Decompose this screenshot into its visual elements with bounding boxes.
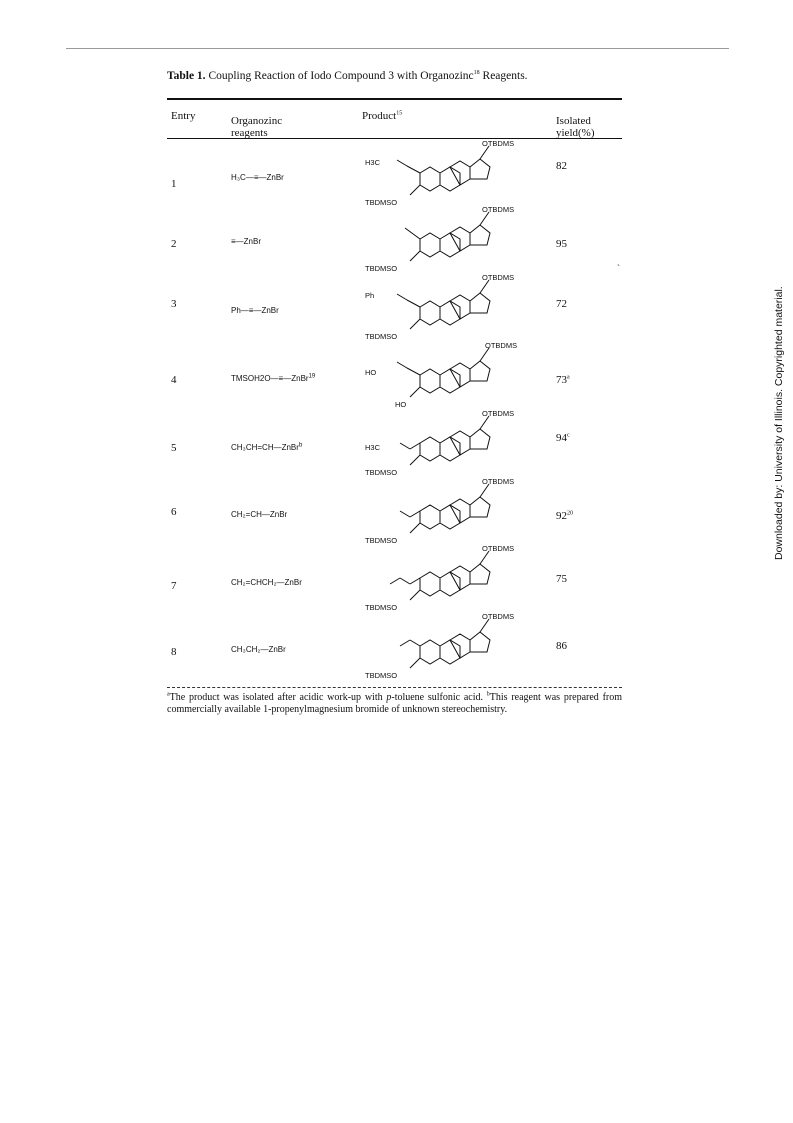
row-6-yield xyxy=(556,510,573,522)
row-6-yield-note: 20 xyxy=(567,510,573,517)
row-4-reagent-text: TMSOH2O—≡—ZnBr xyxy=(231,374,309,383)
product-structure-2 xyxy=(355,206,535,276)
product-structure-4 xyxy=(355,342,535,412)
row-5-yield-note: c xyxy=(567,432,570,439)
caption-text: Coupling Reaction of Iodo Compound 3 with Organozinc xyxy=(208,70,474,82)
row-6-yield-value: 92 xyxy=(556,510,567,522)
header-yield-line1: Isolated xyxy=(556,115,591,127)
row-6-reagent: CH₂=CH—ZnBr xyxy=(231,510,288,519)
product-structure-3 xyxy=(355,274,535,344)
row-4-reagent-ref: 19 xyxy=(308,373,316,380)
row-6-entry: 6 xyxy=(171,506,177,518)
tbdmso-label: TBDMSO xyxy=(365,536,398,545)
tbdmso-label: TBDMSO xyxy=(365,332,398,341)
tbdmso-label: TBDMSO xyxy=(365,468,398,477)
header-organozinc xyxy=(231,115,282,139)
row-3-reagent: Ph—≡—ZnBr xyxy=(231,306,279,315)
h3c-label: H3C xyxy=(365,158,381,167)
header-organozinc-line1: Organozinc xyxy=(231,115,283,127)
row-5-yield-value: 94 xyxy=(556,432,567,444)
ph-label: Ph xyxy=(365,291,375,300)
row-1-yield xyxy=(556,160,567,172)
row-4-yield xyxy=(556,374,570,386)
otbdms-label: OTBDMS xyxy=(482,409,515,418)
product-structure-5 xyxy=(355,410,535,480)
footnote-a-text: The product was isolated after acidic work-up with xyxy=(169,692,383,703)
footnote-a-mark: a xyxy=(167,691,170,698)
row-5-entry: 5 xyxy=(171,442,177,454)
caption-ref: 18 xyxy=(473,70,480,77)
header-product xyxy=(362,110,402,122)
row-2-reagent: ≡—ZnBr xyxy=(231,237,262,246)
product-structure-1 xyxy=(355,140,535,210)
tbdmso-label: TBDMSO xyxy=(365,264,398,273)
table-top-rule xyxy=(167,98,622,100)
row-4-entry: 4 xyxy=(171,374,177,386)
row-2-yield-value: 95 xyxy=(556,238,567,250)
row-4-yield-value: 73 xyxy=(556,374,567,386)
tbdmso-label: TBDMSO xyxy=(365,198,398,207)
row-5-reagent-text: CH₃CH=CH—ZnBr xyxy=(231,443,299,452)
ho-label-2: HO xyxy=(395,400,407,409)
header-product-label: Product xyxy=(362,110,397,122)
footnote-a-italic: p xyxy=(386,692,392,703)
row-8-yield-value: 86 xyxy=(556,640,567,652)
header-entry: Entry xyxy=(171,110,196,122)
row-1-entry: 1 xyxy=(171,178,177,190)
header-yield xyxy=(556,115,594,139)
row-3-entry: 3 xyxy=(171,298,177,310)
caption-text-post: Reagents. xyxy=(482,70,528,82)
tbdmso-label: TBDMSO xyxy=(365,671,398,680)
product-structure-7 xyxy=(355,545,535,615)
ho-label: HO xyxy=(365,368,377,377)
footnote-b-text: This reagent was prepared from commercially available 1-propenylmagnesium bromide of unknown stereochemistry. xyxy=(167,692,623,715)
product-structure-8 xyxy=(355,613,535,683)
row-7-yield-value: 75 xyxy=(556,573,567,585)
header-product-ref: 15 xyxy=(396,110,403,117)
row-3-yield-value: 72 xyxy=(556,298,567,310)
tbdmso-label: TBDMSO xyxy=(365,603,398,612)
row-1-yield-value: 82 xyxy=(556,160,567,172)
otbdms-label: OTBDMS xyxy=(482,477,515,486)
row-4-reagent xyxy=(231,374,315,383)
row-5-reagent-ref: b xyxy=(298,442,303,449)
otbdms-label: OTBDMS xyxy=(485,341,518,350)
product-structure-6 xyxy=(355,478,535,548)
row-7-reagent: CH₂=CHCH₂—ZnBr xyxy=(231,578,302,587)
footnote-separator xyxy=(167,687,622,688)
caption-label: Table 1. xyxy=(167,70,206,82)
row-8-yield xyxy=(556,640,567,652)
table-caption xyxy=(167,70,627,82)
row-3-yield xyxy=(556,298,567,310)
row-8-reagent: CH₃CH₂—ZnBr xyxy=(231,645,286,654)
table-footnote xyxy=(167,692,622,716)
header-yield-line2: yield(%) xyxy=(556,127,595,139)
row-7-entry: 7 xyxy=(171,580,177,592)
download-watermark: Downloaded by: University of Illinois. Copyrighted material. xyxy=(773,286,785,560)
row-7-yield xyxy=(556,573,567,585)
otbdms-label: OTBDMS xyxy=(482,205,515,214)
stray-mark: ` xyxy=(617,263,620,273)
table-header-rule xyxy=(167,138,622,139)
otbdms-label: OTBDMS xyxy=(482,273,515,282)
row-1-reagent: H₃C—≡—ZnBr xyxy=(231,173,284,182)
row-4-yield-note: a xyxy=(567,374,570,381)
page-top-rule xyxy=(66,48,729,49)
row-5-yield xyxy=(556,432,570,444)
otbdms-label: OTBDMS xyxy=(482,544,515,553)
header-organozinc-line2: reagents xyxy=(231,127,268,139)
row-5-reagent xyxy=(231,443,302,452)
row-2-entry: 2 xyxy=(171,238,177,250)
otbdms-label: OTBDMS xyxy=(482,612,515,621)
otbdms-label: OTBDMS xyxy=(482,139,515,148)
footnote-a-text-post: -toluene sulfonic acid. xyxy=(391,692,484,703)
h3c-label: H3C xyxy=(365,443,381,452)
row-2-yield xyxy=(556,238,567,250)
row-8-entry: 8 xyxy=(171,646,177,658)
footnote-b-mark: b xyxy=(486,691,490,698)
